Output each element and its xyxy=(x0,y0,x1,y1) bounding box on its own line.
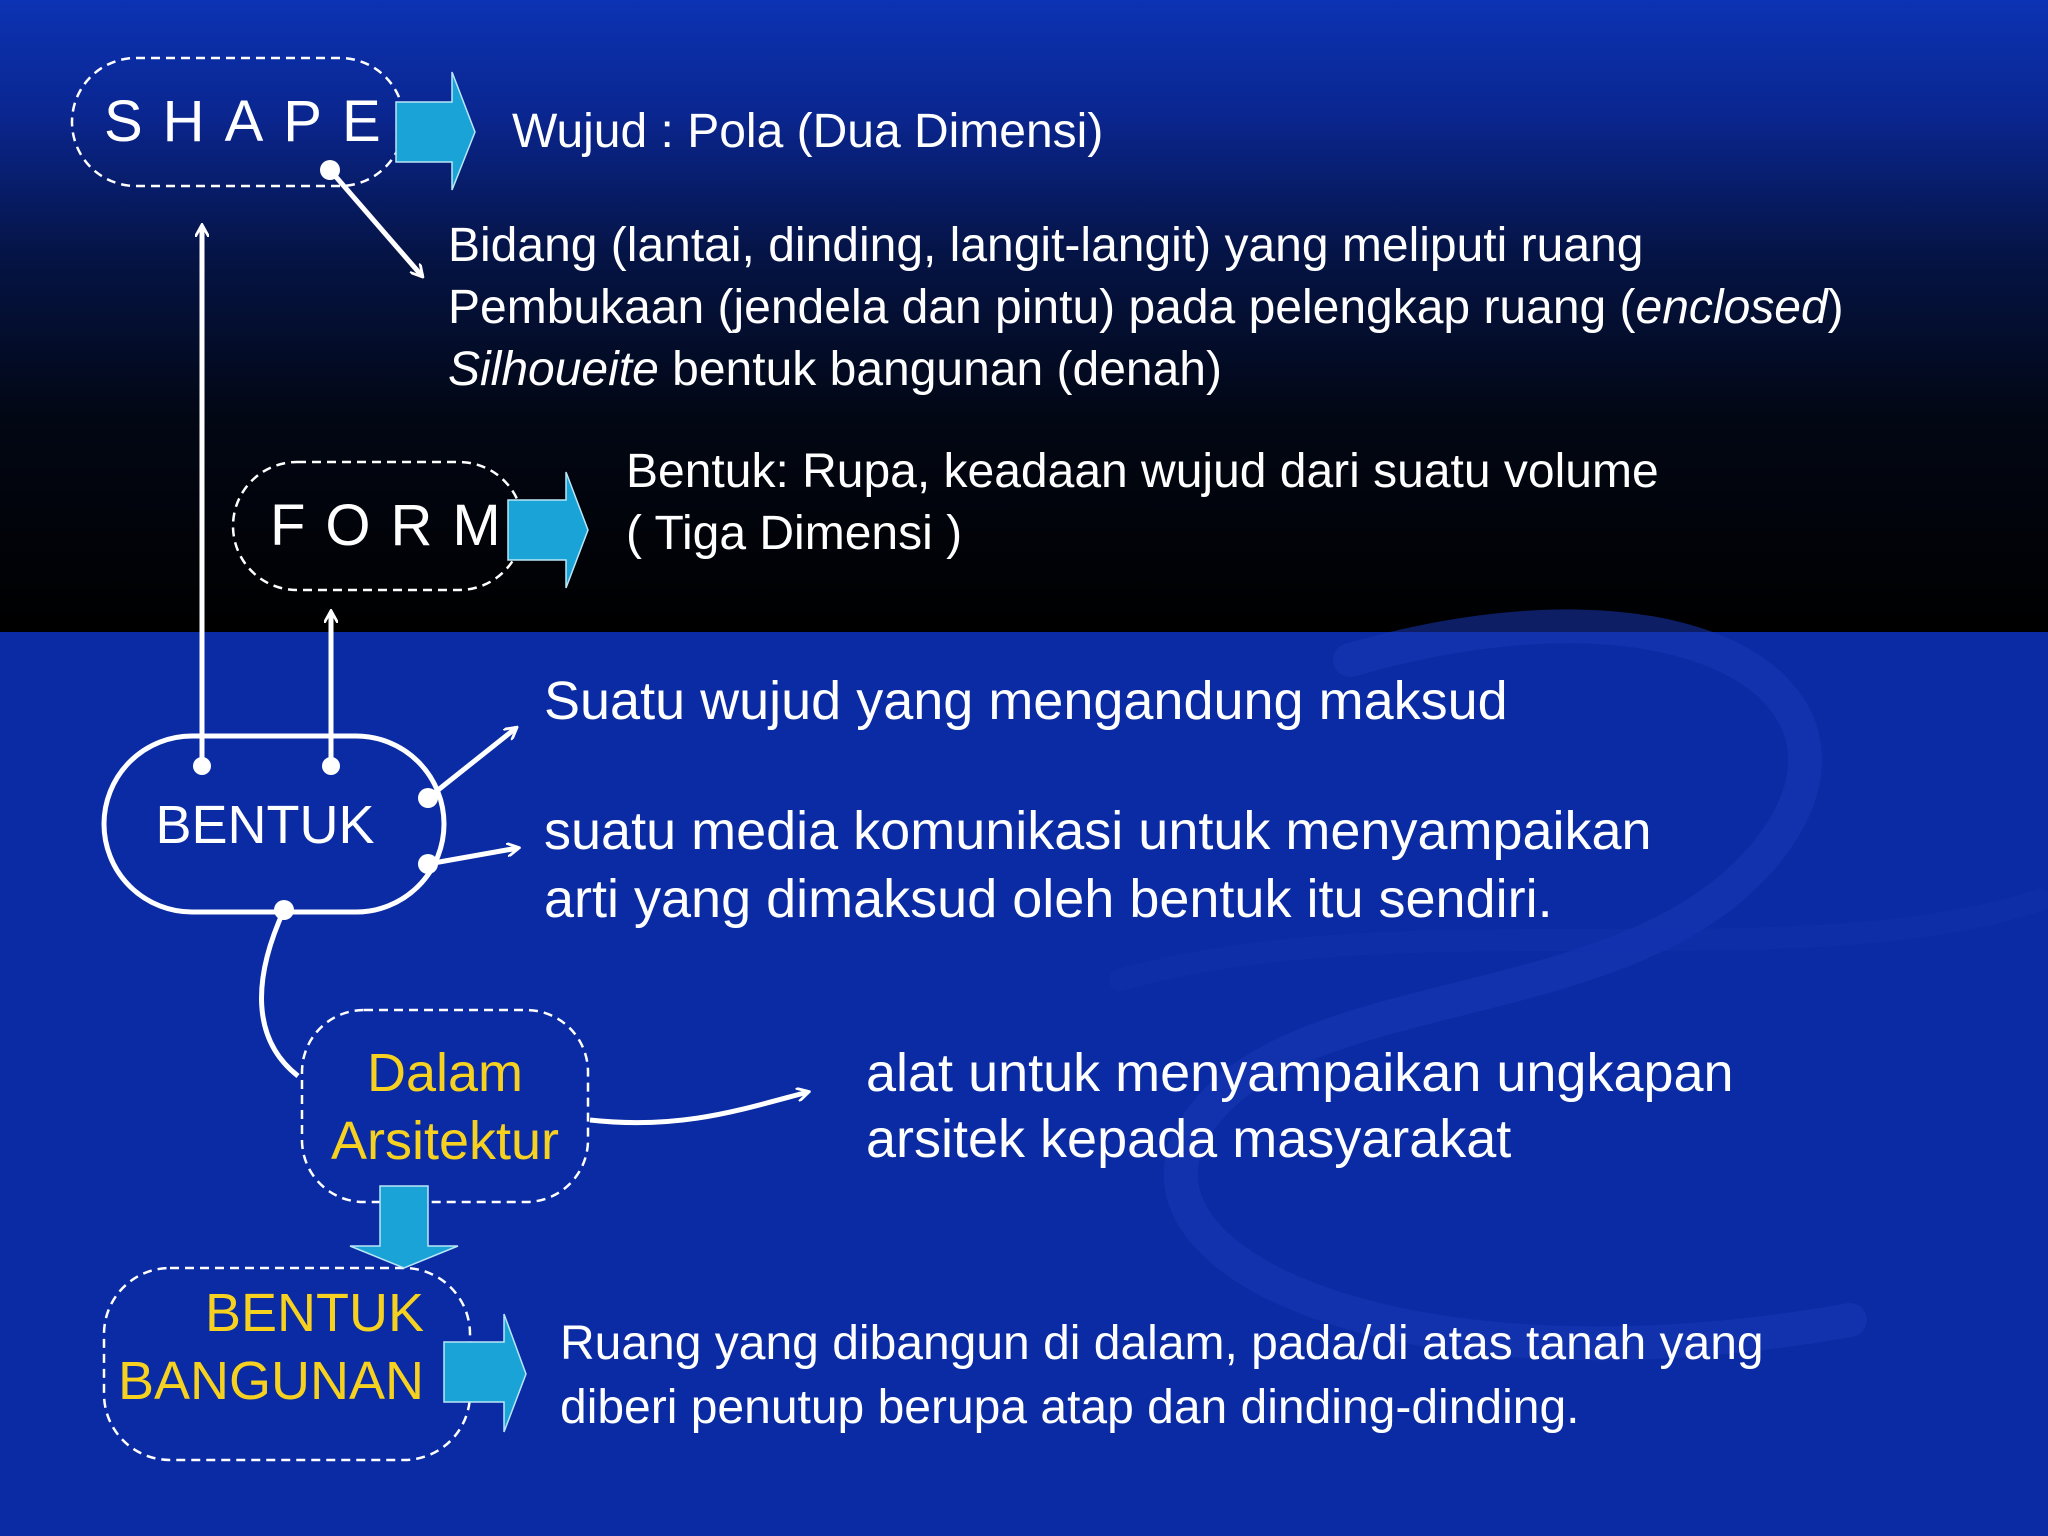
shape-detail-1: Bidang (lantai, dinding, langit-langit) yang meliputi ruang xyxy=(448,219,1644,272)
bangunan-meaning-line2: diberi penutup berupa atap dan dinding-dinding. xyxy=(560,1381,1580,1434)
bentuk-meaning-1: Suatu wujud yang mengandung maksud xyxy=(544,671,1508,731)
form-definition-line2: ( Tiga Dimensi ) xyxy=(626,507,963,560)
bangunan-label-line2: BANGUNAN xyxy=(117,1351,424,1411)
bentuk-to-arsitektur-line xyxy=(262,910,298,1076)
shape-label: SHAPE xyxy=(104,89,401,154)
bentuk-label: BENTUK xyxy=(155,795,375,855)
arsitektur-to-meaning-line xyxy=(590,1092,808,1123)
bangunan-label-line1: BENTUK xyxy=(204,1283,424,1343)
shape-detail-3: Silhoueite bentuk bangunan (denah) xyxy=(448,343,1222,396)
bentuk-to-meaning1-line xyxy=(428,728,516,798)
arsitektur-label-line2: Arsitektur xyxy=(330,1111,560,1171)
shape-to-details-line xyxy=(330,170,422,276)
bentuk-meaning-2-line1: suatu media komunikasi untuk menyampaikan xyxy=(544,801,1652,861)
shape-definition: Wujud : Pola (Dua Dimensi) xyxy=(512,105,1104,158)
shape-block-arrow xyxy=(396,72,475,190)
bangunan-block-arrow xyxy=(444,1314,526,1432)
form-definition-line1: Bentuk: Rupa, keadaan wujud dari suatu volume xyxy=(626,445,1659,498)
bentuk-meaning-2-line2: arti yang dimaksud oleh bentuk itu sendiri. xyxy=(544,869,1553,929)
arsitektur-meaning-line1: alat untuk menyampaikan ungkapan xyxy=(866,1043,1734,1103)
arsitektur-label-line1: Dalam xyxy=(366,1043,524,1103)
shape-detail-2: Pembukaan (jendela dan pintu) pada pelengkap ruang (enclosed) xyxy=(448,281,1844,334)
form-label: FORM xyxy=(270,493,521,558)
arsitektur-meaning-line2: arsitek kepada masyarakat xyxy=(866,1109,1512,1169)
bangunan-meaning-line1: Ruang yang dibangun di dalam, pada/di atas tanah yang xyxy=(560,1317,1764,1370)
background-swirl xyxy=(1181,626,1850,1343)
arsitektur-down-block-arrow xyxy=(350,1186,458,1268)
